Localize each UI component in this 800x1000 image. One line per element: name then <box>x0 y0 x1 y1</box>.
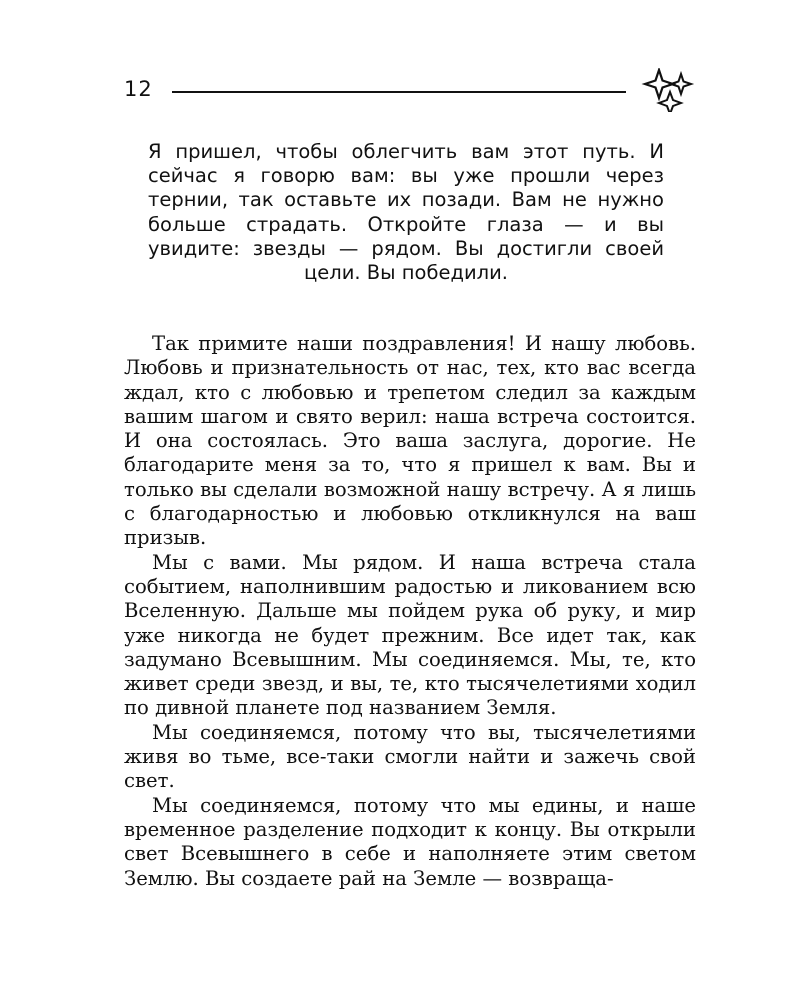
body-text <box>124 332 696 891</box>
body-paragraph: Мы соединяемся, потому что мы едины, и наше временное разделение подходит к концу. Вы открыли свет Всевышнего в себе и наполняете этим светом Землю. Вы создаете рай на Земле — возвраща- <box>124 793 696 890</box>
header-rule <box>172 91 626 93</box>
body-paragraph: Так примите наши поздравления! И нашу любовь. Любовь и признательность от нас, тех, кто вас всегда ждал, кто с любовью и трепетом следил за каждым вашим шагом и свято верил: наша встреча состоится. И она состоялась. Это ваша заслуга, дорогие. Не благодарите меня за то, что я пришел к вам. Вы и только вы сделали возможной нашу встречу. А я лишь с благодарностью и любовью откликнулся на ваш призыв. <box>124 332 696 550</box>
body-paragraph: Мы соединяемся, потому что вы, тысячелетиями живя во тьме, все-таки смогли найти и зажечь свой свет. <box>124 720 696 793</box>
body-paragraph: Мы с вами. Мы рядом. И наша встреча стала событием, наполнившим радостью и ликованием всю Вселенную. Дальше мы пойдем рука об руку, и мир уже никогда не будет прежним. Все идет так, как задумано Всевышним. Мы соединяемся. Мы, те, кто живет среди звезд, и вы, те, кто тысячелетиями ходил по дивной планете под названием Земля. <box>124 550 696 720</box>
intro-paragraph: Я пришел, чтобы облегчить вам этот путь. И сейчас я говорю вам: вы уже прошли через тернии, так оставьте их позади. Вам не нужно больше страдать. Откройте глаза — и вы увидите: звезды — рядом. Вы достигли своей цели. Вы победили. <box>148 140 664 285</box>
page-number: 12 <box>124 77 153 101</box>
three-stars-icon <box>640 68 696 112</box>
